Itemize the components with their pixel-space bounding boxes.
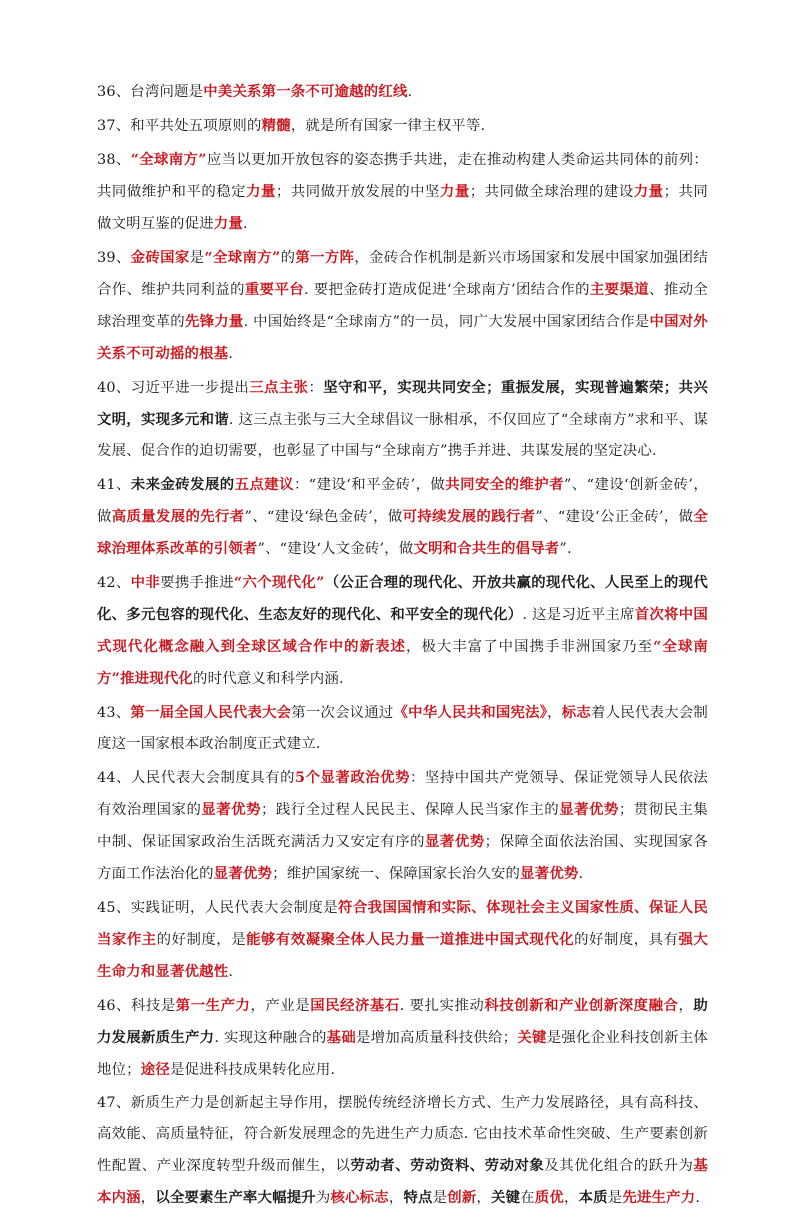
- bold-text: 劳动者、劳动资料、劳动对象: [350, 1157, 545, 1174]
- body-text: 是增加高质量科技供给；: [356, 1030, 518, 1046]
- highlighted-text: 创新: [447, 1189, 477, 1206]
- highlighted-text: 5个显著政治优势: [295, 769, 410, 786]
- highlighted-text: 强大生命力和显著优越性: [97, 931, 709, 980]
- highlighted-text: 显著优势: [520, 865, 579, 882]
- numbered-paragraph-46: [97, 990, 708, 1086]
- body-text: 36、台湾问题是: [97, 84, 204, 100]
- highlighted-text: 文明和合共生的倡导者: [413, 540, 560, 557]
- highlighted-text: 标志: [561, 704, 592, 721]
- highlighted-text: 关键: [517, 1029, 547, 1046]
- highlighted-text: 五点建议: [234, 476, 294, 493]
- body-text: 第一次会议通过: [291, 705, 394, 721]
- highlighted-text: 主要渠道: [589, 281, 650, 298]
- body-text: ”、“建设‘创新金砖’，做: [97, 477, 708, 525]
- highlighted-text: 三点主张: [249, 379, 309, 396]
- numbered-paragraph-41: [97, 469, 708, 565]
- highlighted-text: 力量: [439, 183, 470, 200]
- body-text: ，金砖合作机制是新兴市场国家和发展中国家加强团结合作、维护共同利益的: [97, 250, 708, 298]
- body-text: 在: [520, 1190, 535, 1206]
- highlighted-text: 金砖国家: [130, 249, 190, 266]
- body-text: 的: [280, 250, 296, 266]
- body-text: 46、科技是: [97, 998, 176, 1014]
- body-text: ：: [308, 380, 324, 396]
- numbered-paragraph-37: [97, 110, 708, 142]
- bold-text: 本质: [578, 1189, 608, 1206]
- numbered-paragraph-40: [97, 372, 708, 467]
- highlighted-text: 力量: [633, 183, 664, 200]
- bold-text: （公正合理的现代化、开放共赢的现代化、人民至上的现代化、多元包容的现代化、生态友好的现代化、和平安全的现代化）: [97, 574, 708, 623]
- highlighted-text: 首次将中国式现代化概念融入到全球区域合作中的新表述: [97, 606, 708, 655]
- highlighted-text: “全球南方”推进现代化: [97, 638, 708, 687]
- body-text: 的好制度，是: [156, 932, 247, 948]
- numbered-paragraph-43: [97, 697, 708, 760]
- highlighted-text: 第一届全国人民代表大会: [130, 704, 292, 721]
- body-text: ”、“建设‘绿色金砖’，做: [244, 509, 403, 525]
- highlighted-text: 符合我国国情和实际、体现社会主义国家性质、保证人民当家作主: [97, 899, 708, 948]
- numbered-paragraph-47: [97, 1088, 708, 1214]
- highlighted-text: 可持续发展的践行者: [402, 508, 536, 525]
- highlighted-text: 国民经济基石: [310, 997, 400, 1014]
- highlighted-text: 核心标志: [330, 1189, 389, 1206]
- highlighted-text: “六个现代化”: [233, 574, 325, 591]
- body-text: 45、实践证明，人民代表大会制度是: [97, 900, 339, 916]
- body-text: .: [228, 346, 234, 362]
- highlighted-text: 显著优势: [559, 801, 619, 818]
- body-text: ；贯彻民主集中制、保证国家政治生活既充满活力又安定有序的: [97, 802, 708, 850]
- numbered-paragraph-45: [97, 892, 708, 988]
- body-text: ”、“建设‘公正金砖’，做: [535, 509, 694, 525]
- body-text: ；维护国家统一、保障国家长治久安的: [272, 866, 521, 882]
- highlighted-text: 途径: [140, 1061, 170, 1078]
- body-text: 的时代意义和科学内涵.: [193, 671, 344, 687]
- numbered-paragraph-42: [97, 567, 708, 695]
- body-text: . 要把金砖打造成促进‘全球南方’团结合作的: [304, 282, 590, 298]
- highlighted-text: 显著优势: [425, 833, 485, 850]
- body-text: ；共同做全球治理的建设: [469, 184, 634, 200]
- body-text: 40、习近平进一步提出: [97, 380, 250, 396]
- body-text: 38、: [97, 152, 131, 168]
- body-text: .: [228, 964, 234, 980]
- body-text: 41、: [97, 477, 131, 493]
- highlighted-text: 显著优势: [201, 801, 262, 818]
- numbered-paragraph-44: [97, 762, 708, 890]
- body-text: ，: [563, 1190, 579, 1206]
- document-body: [97, 76, 708, 1214]
- highlighted-text: 重要平台: [244, 281, 305, 298]
- body-text: 42、: [97, 575, 131, 591]
- body-text: . 中国始终是“全球南方”的一员，同广大发展中国家团结合作是: [243, 314, 650, 330]
- bold-text: 坚守和平，实现共同安全；重振发展，实现普遍繁荣；共兴文明，实现多元和谐: [97, 379, 709, 428]
- body-text: ，: [388, 1190, 404, 1206]
- highlighted-text: 基本内涵: [97, 1157, 708, 1206]
- highlighted-text: 共同安全的维护者: [445, 476, 564, 493]
- highlighted-text: 中美关系第一条不可逾越的红线: [203, 83, 408, 100]
- body-text: ：“建设‘和平金砖’，做: [293, 477, 446, 493]
- body-text: 着人民代表大会制度这一国家根本政治制度正式建立.: [97, 705, 708, 752]
- body-text: 应当以更加开放包容的姿态携手共进，走在推动构建人类命运共同体的前列：共同做维护和平的稳定: [97, 152, 708, 200]
- body-text: ，: [547, 705, 562, 721]
- highlighted-text: 第一生产力: [175, 997, 251, 1014]
- body-text: . 这是习近平主席: [522, 607, 635, 623]
- body-text: .: [695, 1190, 701, 1206]
- body-text: 是: [432, 1190, 448, 1206]
- body-text: 是强化企业科技创新主体地位；: [97, 1030, 708, 1078]
- body-text: 的好制度，具有: [574, 932, 679, 948]
- body-text: 要携手推进: [160, 575, 234, 591]
- body-text: .: [578, 866, 584, 882]
- bold-text: 助力发展新质生产力: [97, 997, 708, 1046]
- bold-text: 特点: [403, 1189, 433, 1206]
- body-text: ，: [140, 1190, 156, 1206]
- body-text: ；共同做开放发展的中坚: [275, 184, 440, 200]
- highlighted-text: 中国对外关系不可动摇的根基: [97, 313, 708, 362]
- highlighted-text: “全球南方”: [130, 151, 207, 168]
- body-text: ，: [476, 1190, 491, 1206]
- body-text: ，: [678, 998, 694, 1014]
- highlighted-text: “全球南方”: [204, 249, 281, 266]
- highlighted-text: 《中华人民共和国宪法》: [393, 704, 548, 721]
- bold-text: 关键: [491, 1189, 521, 1206]
- highlighted-text: 先锋力量: [184, 313, 244, 330]
- body-text: 是促进科技成果转化应用.: [169, 1062, 336, 1078]
- highlighted-text: 精髓: [261, 117, 291, 134]
- body-text: 43、: [97, 705, 131, 721]
- body-text: 、推动全球治理变革的: [97, 282, 708, 330]
- body-text: 47、新质生产力是创新起主导作用，摆脱传统经济增长方式、生产力发展路径，具有高科技、高效能、高质量特征，符合新发展理念的先进生产力质态. 它由技术革命性突破、生产要素创新性配置、产业深度转型升级而催生，以: [97, 1095, 708, 1174]
- highlighted-text: 基础: [326, 1029, 357, 1046]
- highlighted-text: 全球治理体系改革的引领者: [97, 508, 709, 557]
- body-text: ，产业是: [250, 998, 311, 1014]
- highlighted-text: 能够有效凝聚全体人民力量一道推进中国式现代化: [246, 931, 575, 948]
- highlighted-text: 力量: [246, 183, 276, 200]
- bold-text: 以全要素生产率大幅提升: [155, 1189, 316, 1206]
- body-text: 是: [189, 250, 205, 266]
- body-text: ，就是所有国家一律主权平等.: [290, 118, 486, 134]
- body-text: ，极大丰富了中国携手非洲国家乃至: [405, 639, 654, 655]
- highlighted-text: 高质量发展的先行者: [111, 508, 245, 525]
- numbered-paragraph-36: [97, 76, 708, 108]
- body-text: .: [242, 216, 248, 232]
- highlighted-text: 中非: [130, 574, 161, 591]
- body-text: 44、人民代表大会制度具有的: [97, 770, 296, 786]
- highlighted-text: 第一方阵: [295, 249, 355, 266]
- highlighted-text: 力量: [213, 215, 243, 232]
- highlighted-text: 科技创新和产业创新深度融合: [484, 997, 679, 1014]
- body-text: ”.: [559, 541, 572, 557]
- body-text: . 这三点主张与三大全球倡议一脉相承，不仅回应了“全球南方”求和平、谋发展、促合作的迫切需要，也彰显了中国与“全球南方”携手并进、共谋发展的坚定决心.: [97, 412, 708, 459]
- body-text: 为: [315, 1190, 331, 1206]
- numbered-paragraph-38: [97, 144, 708, 240]
- body-text: ；践行全过程人民民主、保障人民当家作主的: [261, 802, 560, 818]
- highlighted-text: 显著优势: [213, 865, 273, 882]
- numbered-paragraph-39: [97, 242, 708, 370]
- body-text: ”、“建设‘人文金砖’，做: [257, 541, 414, 557]
- body-text: . 实现这种融合的: [214, 1030, 327, 1046]
- body-text: ；共同做文明互鉴的促进: [97, 184, 708, 232]
- body-text: . 要扎实推动: [399, 998, 485, 1014]
- body-text: 是: [607, 1190, 623, 1206]
- body-text: 及其优化组合的跃升为: [544, 1158, 694, 1174]
- body-text: .: [407, 84, 413, 100]
- body-text: 37、和平共处五项原则的: [97, 118, 262, 134]
- body-text: ：坚持中国共产党领导、保证党领导人民依法有效治理国家的: [97, 770, 708, 818]
- highlighted-text: 先进生产力: [622, 1189, 696, 1206]
- bold-text: 未来金砖发展的: [130, 476, 235, 493]
- highlighted-text: 质优: [534, 1189, 564, 1206]
- body-text: 39、: [97, 250, 131, 266]
- body-text: ；保障全面依法治国、实现国家各方面工作法治化的: [97, 834, 708, 882]
